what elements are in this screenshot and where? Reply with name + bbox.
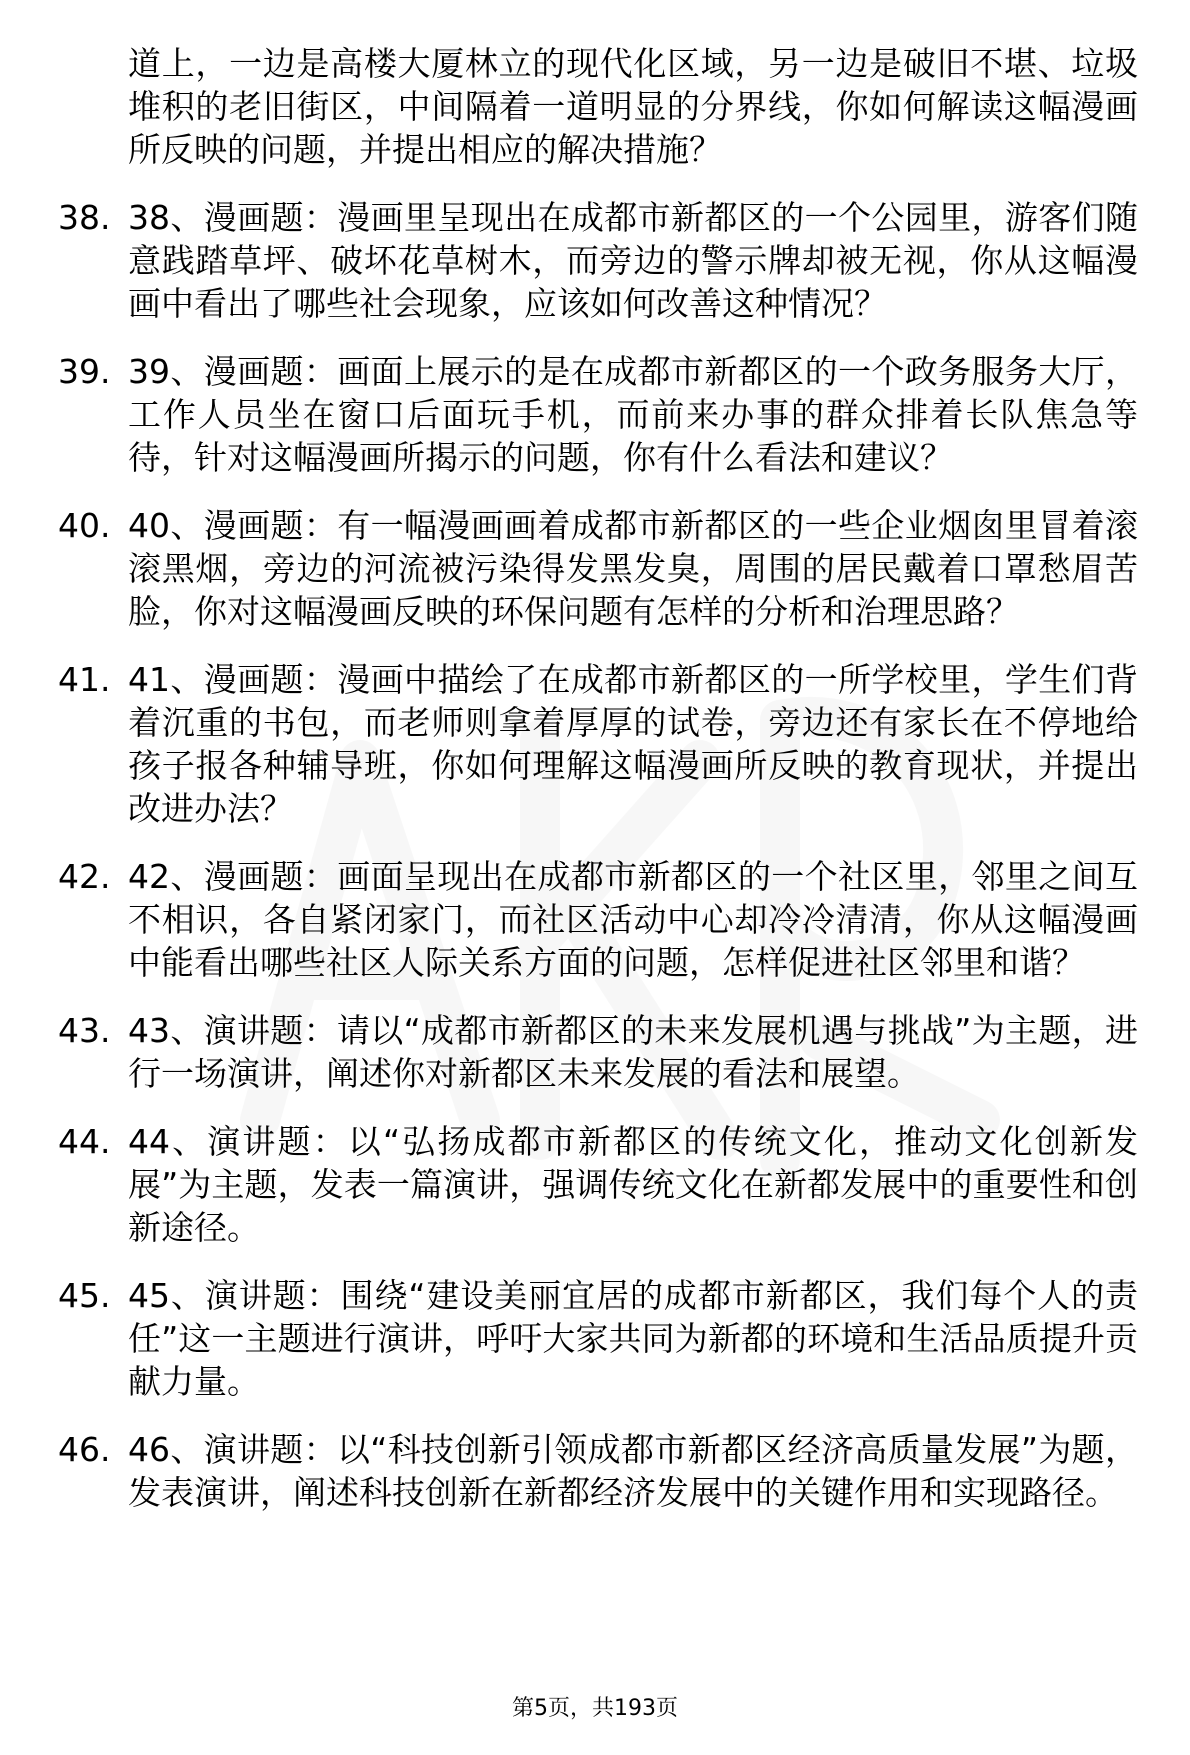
list-item-number: 44. (58, 1122, 111, 1161)
list-item (58, 1120, 1138, 1249)
list-item (58, 504, 1138, 633)
list-item-text: 43、演讲题：请以“成都市新都区的未来发展机遇与挑战”为主题，进行一场演讲，阐述你对新都区未来发展的看法和展望。 (128, 1011, 1138, 1093)
list-item-text: 46、演讲题：以“科技创新引领成都市新都区经济高质量发展”为题，发表演讲，阐述科技创新在新都经济发展中的关键作用和实现路径。 (128, 1430, 1138, 1512)
list-item (58, 196, 1138, 325)
list-item (58, 1428, 1138, 1514)
list-item (58, 1009, 1138, 1095)
continued-question-text: 道上，一边是高楼大厦林立的现代化区域，另一边是破旧不堪、垃圾堆积的老旧街区，中间隔着一道明显的分界线，你如何解读这幅漫画所反映的问题，并提出相应的解决措施？ (128, 44, 1138, 169)
list-item-text: 39、漫画题：画面上展示的是在成都市新都区的一个政务服务大厅，工作人员坐在窗口后面玩手机，而前来办事的群众排着长队焦急等待，针对这幅漫画所揭示的问题，你有什么看法和建议？ (128, 352, 1138, 477)
list-item-text: 41、漫画题：漫画中描绘了在成都市新都区的一所学校里，学生们背着沉重的书包，而老师则拿着厚厚的试卷，旁边还有家长在不停地给孩子报各种辅导班，你如何理解这幅漫画所反映的教育现状，并提出改进办法？ (128, 660, 1138, 828)
list-item (58, 658, 1138, 830)
list-item-number: 43. (58, 1011, 111, 1050)
list-item-text: 42、漫画题：画面呈现出在成都市新都区的一个社区里，邻里之间互不相识，各自紧闭家门，而社区活动中心却冷冷清清，你从这幅漫画中能看出哪些社区人际关系方面的问题，怎样促进社区邻里和谐？ (128, 857, 1138, 982)
list-item-text: 44、演讲题：以“弘扬成都市新都区的传统文化，推动文化创新发展”为主题，发表一篇演讲，强调传统文化在新都发展中的重要性和创新途径。 (128, 1122, 1138, 1247)
list-item-text: 40、漫画题：有一幅漫画画着成都市新都区的一些企业烟囱里冒着滚滚黑烟，旁边的河流被污染得发黑发臭，周围的居民戴着口罩愁眉苦脸，你对这幅漫画反映的环保问题有怎样的分析和治理思路？ (128, 506, 1138, 631)
list-item-number: 42. (58, 857, 111, 896)
list-item (58, 855, 1138, 984)
list-item-text: 38、漫画题：漫画里呈现出在成都市新都区的一个公园里，游客们随意践踏草坪、破坏花草树木，而旁边的警示牌却被无视，你从这幅漫画中看出了哪些社会现象，应该如何改善这种情况？ (128, 198, 1138, 323)
page-footer (0, 1695, 1190, 1723)
document-body (58, 42, 1138, 1514)
list-item-text: 45、演讲题：围绕“建设美丽宜居的成都市新都区，我们每个人的责任”这一主题进行演讲，呼吁大家共同为新都的环境和生活品质提升贡献力量。 (128, 1276, 1138, 1401)
list-item (58, 350, 1138, 479)
list-item-number: 40. (58, 506, 111, 545)
list-item-number: 39. (58, 352, 111, 391)
list-item-number: 41. (58, 660, 111, 699)
list-item-number: 38. (58, 198, 111, 237)
list-item-number: 46. (58, 1430, 111, 1469)
list-item (58, 1274, 1138, 1403)
page-number-label: 第5页，共193页 (512, 1696, 678, 1721)
list-item-number: 45. (58, 1276, 111, 1315)
question-list (58, 196, 1138, 1514)
